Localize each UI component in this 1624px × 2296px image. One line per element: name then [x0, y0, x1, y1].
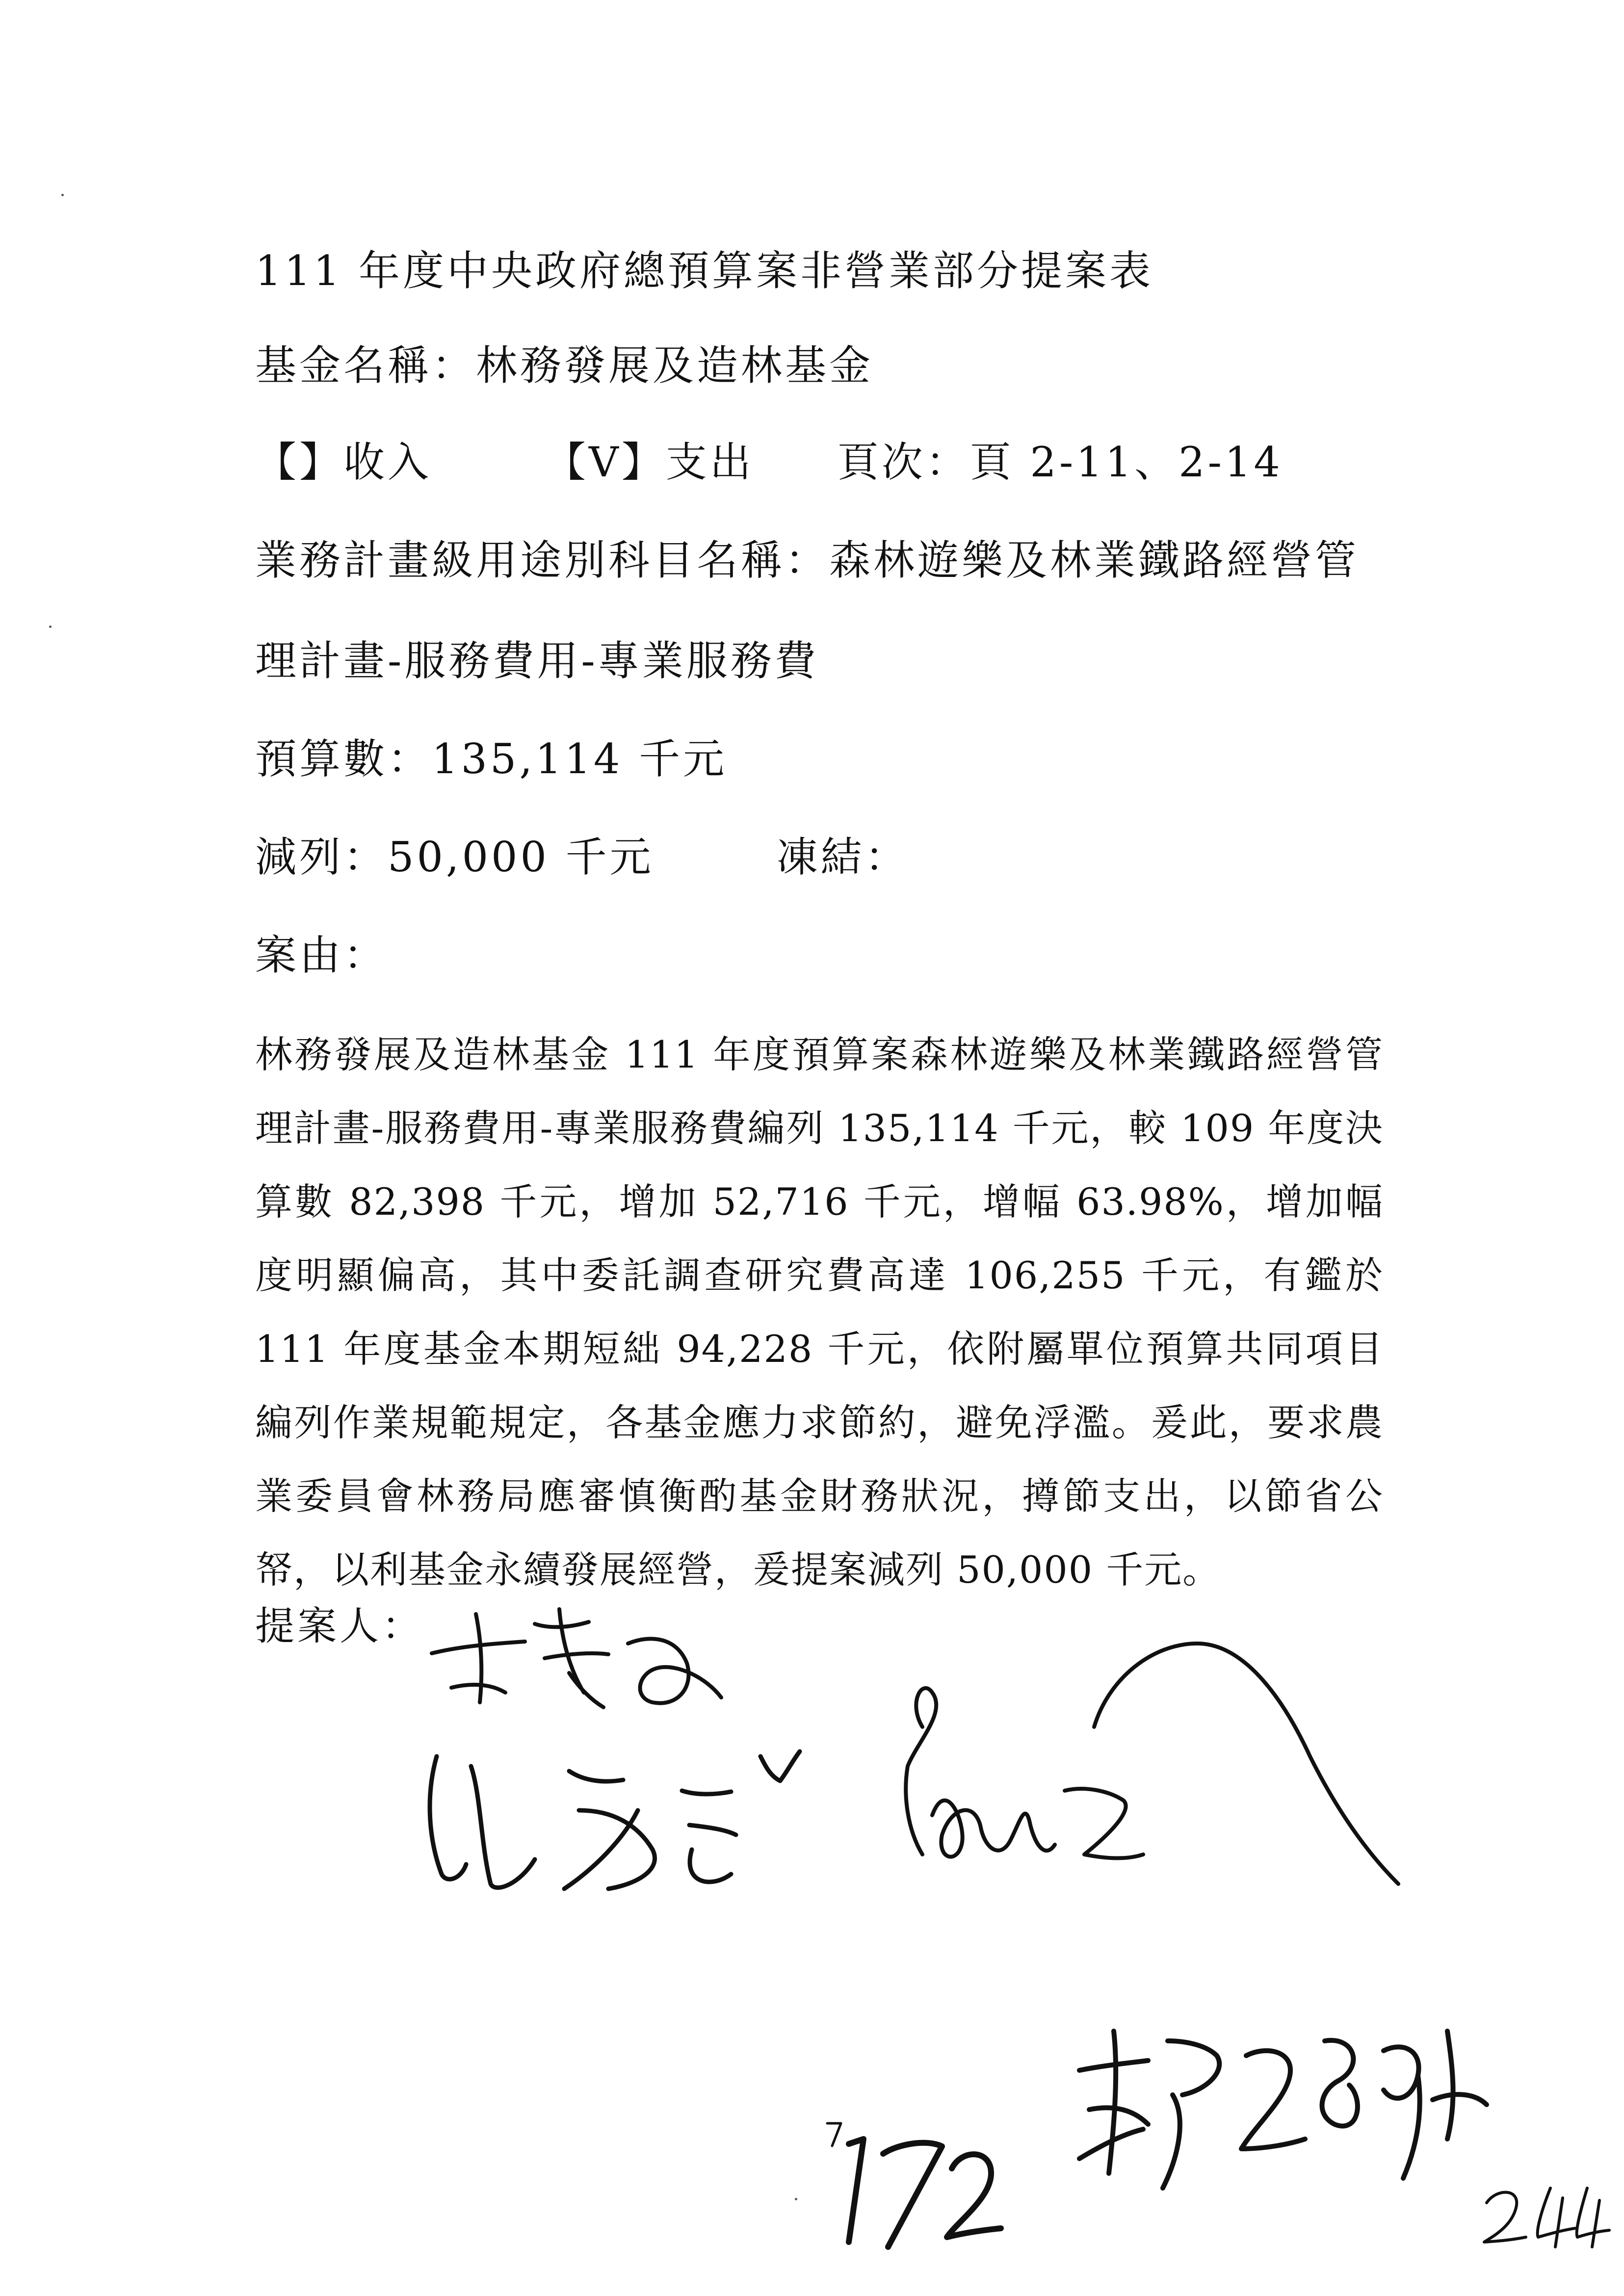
- subject-line-1: 業務計畫級用途別科目名稱：森林遊樂及林業鐵路經營管: [255, 536, 1360, 584]
- page-reference: 頁次：頁 2-11、2-14: [837, 438, 1283, 486]
- type-selection-row: [255, 438, 1283, 486]
- freeze-amount: 凍結：: [776, 833, 909, 881]
- subject-line-2: 理計畫-服務費用-專業服務費: [255, 637, 819, 685]
- budget-amount: 預算數：135,114 千元: [255, 735, 728, 783]
- income-checkbox: 【】: [255, 438, 344, 486]
- expense-checkbox: 【V】: [545, 438, 666, 486]
- reason-body: 林務發展及造林基金 111 年度預算案森林遊樂及林業鐵路經營管理計畫-服務費用-專業服務費編列 135,114 千元，較 109 年度決算數 82,398 千元，增加 52,716 千元，增幅 63.98%，增加幅度明顯偏高，其中委託調查研究費高達 106,255 千元，有鑑於 111 年度基金本期短絀 94,228 千元，依附屬單位預算共同項目編列作業規範規定，各基金應力求節約，避免浮濫。爰此，要求農業委員會林務局應審慎衡酌基金財務狀況，撙節支出，以節省公帑，以利基金永續發展經營，爰提案減列 50,000 千元。: [255, 1033, 1384, 1592]
- signature-2: [407, 1737, 810, 1904]
- reduction-row: [255, 833, 909, 881]
- corner-number-handwritten: [1477, 2178, 1614, 2252]
- scan-speck: [61, 194, 64, 196]
- reason-heading: 案由：: [255, 931, 388, 979]
- expense-label: 支出: [665, 438, 754, 486]
- scan-speck: [795, 2198, 797, 2200]
- proposer-label: 提案人：: [255, 1603, 424, 1649]
- page-number-handwritten: [829, 2124, 1006, 2252]
- signature-1: [422, 1594, 736, 1722]
- signature-4: [1060, 2011, 1492, 2218]
- signature-3: [878, 1629, 1418, 1933]
- income-label: 收入: [343, 438, 432, 486]
- scan-speck: [49, 626, 52, 628]
- form-title: 111 年度中央政府總預算案非營業部分提案表: [255, 247, 1154, 295]
- fund-name: 基金名稱：林務發展及造林基金: [255, 341, 874, 390]
- reduction-amount: 減列：50,000 千元: [255, 833, 654, 881]
